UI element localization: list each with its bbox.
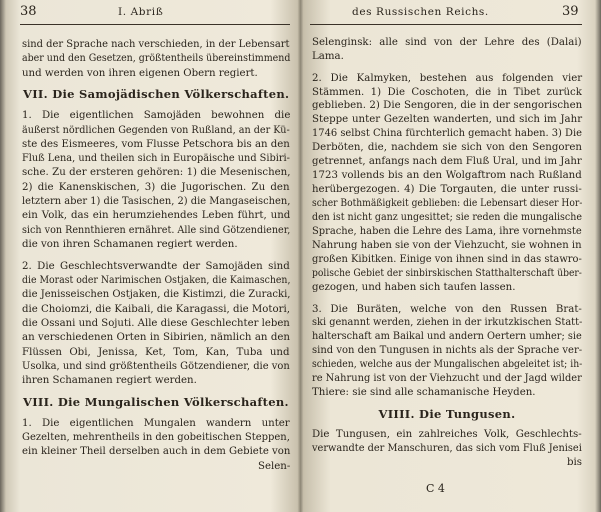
text-line: ste des Eismeeres, vom Flusse Petschora bis an den (22, 138, 290, 150)
text-line: Steppe unter Gezelten wanderten, und sich im Jahr (312, 114, 583, 126)
text-line: an verschiedenen Orten in Sibirien, nämlich an den (22, 332, 290, 344)
text-line: 1723 vollends bis an den Wolgaftrom nach Rußland (312, 170, 582, 182)
text-line: getrennet, anfangs nach dem Fluß Ural, und im Jahr (312, 156, 582, 168)
header-rule (310, 24, 582, 25)
text-line: 2) die Kanenskischen, 3) die Jugorischen. Zu den (22, 181, 290, 193)
page-number: 38 (20, 4, 37, 19)
text-line: Usolka, und sind größtentheils Götzendiener, die von (22, 360, 290, 372)
text-line: 1. Die eigentlichen Samojäden bewohnen die (22, 110, 291, 122)
text-line: verwandte der Manschuren, das sich vom Fluß Jenisei (312, 443, 582, 455)
text-line: sind der Sprache nach verschieden, in der Lebensart (22, 39, 290, 50)
text-line: ein Volk, das ein herumziehendes Leben führt, und (22, 210, 291, 222)
text-line: letztern aber 1) die Tasischen, 2) die Mangaseischen, (22, 195, 291, 207)
right-page (300, 0, 601, 512)
running-head: I. Abriß (118, 6, 164, 18)
left-page (0, 0, 300, 512)
text-line: Selen- (258, 460, 291, 472)
text-line: Fluß Lena, und theilen sich in Europäische und Sibiri- (22, 153, 290, 165)
text-line: Die Tungusen, ein zahlreiches Volk, Geschlechts- (312, 429, 582, 441)
text-line: Thiere: sie sind alle schamanische Heyden. (312, 387, 536, 399)
text-line: geblieben. 2) Die Sengoren, die in der sengorischen (312, 100, 583, 112)
text-line: ski genannt werden, ziehen in der irkutzkischen Statt- (312, 317, 583, 329)
text-line: ein kleiner Theil derselben auch in dem Gebiete von (22, 446, 291, 458)
text-line: Gezelten, mehrentheils in den gobeitischen Steppen, (22, 432, 290, 444)
section-heading: VIIII. Die Tungusen. (378, 406, 516, 421)
text-line: Derböten, die, nachdem sie sich von den Sengoren (312, 142, 582, 154)
text-line: die Ossani und Sojuti. Alle diese Geschlechter leben (22, 318, 290, 329)
signature-mark: C 4 (426, 482, 445, 495)
text-line: die Choiomzi, die Kaibali, die Karagassi, die Motori, (22, 303, 290, 315)
text-line: 1746 selbst China fürchterlich gemacht haben. 3) Die (312, 128, 582, 140)
header-rule (20, 24, 290, 25)
text-line: 1. Die eigentlichen Mungalen wandern unter (22, 417, 290, 429)
text-line: und werden von ihren eigenen Obern regiert. (22, 67, 258, 79)
section-heading: VIII. Die Mungalischen Völkerschaften. (23, 394, 289, 409)
text-line: schieden, welche aus der Mungalischen abgeleitet ist; ih- (312, 359, 583, 371)
text-line: die Morast oder Narimischen Ostjaken, die Kaimaschen, (22, 275, 291, 287)
section-heading: VII. Die Samojädischen Völkerschaften. (23, 87, 290, 102)
text-line: Stämmen. 1) Die Coschoten, die in Tibet zurück (312, 86, 582, 98)
text-line: Flüssen Obi, Jenissa, Ket, Tom, Kan, Tuba und (22, 346, 290, 358)
text-line: Nahrung haben sie von der Viehzucht, sie wohnen in (312, 240, 582, 252)
text-line: re Nahrung ist von der Viehzucht und der Jagd wilder (312, 373, 582, 385)
text-line: polische Gebiet der sinbirskischen Statthalterschaft über- (312, 267, 582, 279)
text-line: 2. Die Geschlechtsverwandte der Samojäden sind (22, 260, 290, 272)
text-line: herübergezogen. 4) Die Torgauten, die unter russi- (312, 184, 582, 196)
text-line: Selenginsk: alle sind von der Lehre des (Dalai) (312, 37, 582, 48)
text-line: großen Kibitken. Einige von ihnen sind in das stawro- (312, 254, 582, 265)
text-line: scher Bothmäßigkeit geblieben: die Lebensart dieser Hor- (312, 198, 583, 210)
text-line: halterschaft am Baikal und andern Oertern umher; sie (312, 331, 582, 343)
text-line: Sprache, haben die Lehre des Lama, ihre vornehmste (312, 226, 582, 238)
text-line: die von ihren Schamanen regiert werden. (22, 238, 238, 250)
text-line: sche. Zu der ersteren gehören: 1) die Mesenischen, (22, 167, 291, 179)
text-line: gezogen, und haben sich taufen lassen. (312, 281, 516, 293)
text-line: äußerst nördlichen Gegenden von Rußland, an der Kü- (22, 124, 290, 136)
text-line: den ist nicht ganz ungesittet; sie reden die mungalische (312, 212, 582, 224)
running-head: des Russischen Reichs. (352, 6, 489, 18)
text-line: sich von Rennthieren ernähret. Alle sind Götzendiener, (22, 224, 291, 236)
text-line: die Jenisseischen Ostjaken, die Kistimzi, die Zuracki, (22, 289, 291, 301)
page-number: 39 (562, 4, 579, 19)
text-line: Lama. (312, 50, 344, 62)
text-line: aber und den Gesetzen, größtentheils übereinstimmend (22, 53, 291, 65)
text-line: 2. Die Kalmyken, bestehen aus folgenden vier (312, 72, 583, 84)
text-line: sind von den Tungusen in nichts als der Sprache ver- (312, 345, 583, 357)
text-line: 3. Die Buräten, welche von den Russen Brat- (312, 303, 582, 315)
text-line: ihren Schamanen regiert werden. (22, 375, 197, 387)
text-line: bis (567, 457, 583, 469)
